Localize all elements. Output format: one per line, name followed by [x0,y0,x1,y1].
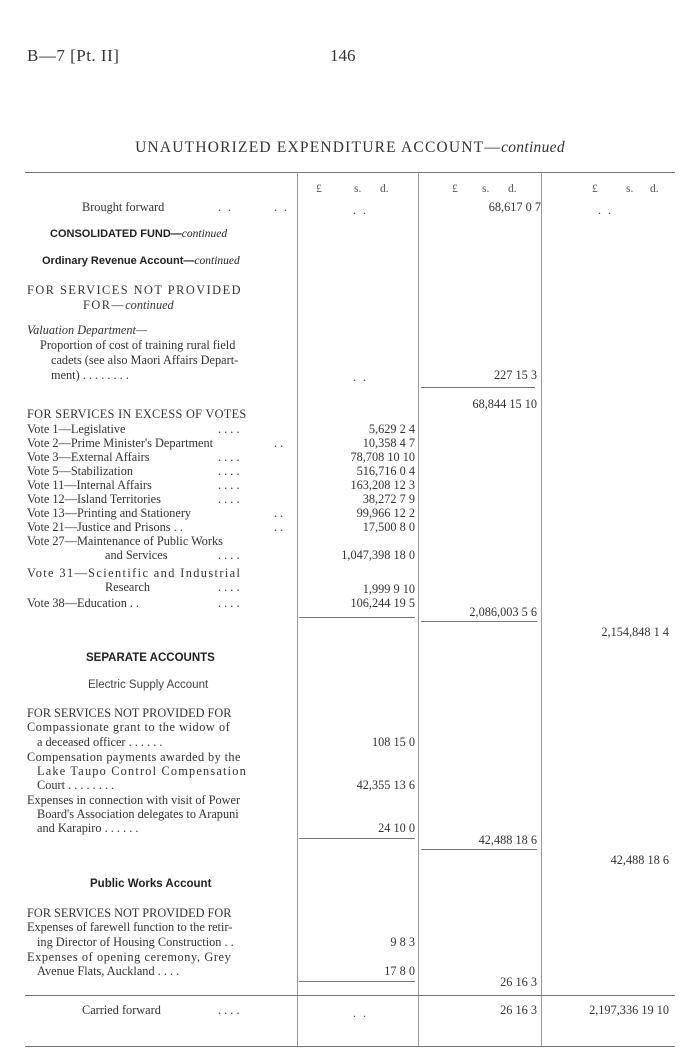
vote-21-label: Vote 21—Justice and Prisons . . [27,520,183,534]
valuation-c1: . . [353,370,368,384]
vote-12-amount: 38,272 7 9 [362,492,415,506]
not-provided-heading-line2: FOR—continued [83,298,174,312]
excess-total-c2: 2,086,003 5 6 [469,605,537,619]
brought-forward-label: Brought forward [82,200,165,214]
vote-38-amount: 106,244 19 5 [350,596,415,610]
vote-38-label: Vote 38—Education . . [27,596,140,610]
vote-3-label: Vote 3—External Affairs [27,450,150,464]
table-top-rule [25,172,675,173]
public-works-heading: Public Works Account [90,878,212,890]
brought-forward-c2: 68,617 0 7 [488,200,541,214]
public-works-not-provided: FOR SERVICES NOT PROVIDED FOR [27,906,232,920]
electric-sum-rule-2 [421,849,537,850]
page-number: 146 [330,46,356,65]
valuation-heading: Valuation Department— [27,323,147,337]
public-works-item2-line2: Avenue Flats, Auckland . . . . [37,964,180,978]
column-divider-2 [418,172,419,1046]
electric-total-c2: 42,488 18 6 [478,833,537,847]
electric-item1-amount: 108 15 0 [371,735,415,749]
brought-forward-dots: . . [218,200,233,214]
carried-forward-c2: 26 16 3 [500,1003,537,1017]
electric-item3-amount: 24 10 0 [378,821,415,835]
vote-13-dots: . . [274,506,284,520]
electric-item3-line3: and Karapiro . . . . . . [37,821,139,835]
electric-item2-line2: Lake Taupo Control Compensation [37,764,247,778]
column-divider-1 [297,172,298,1046]
ordinary-revenue-heading: Ordinary Revenue Account—continued [42,255,240,267]
brought-forward-dots-2: . . [274,200,289,214]
valuation-sum-rule [421,387,535,388]
public-works-item1-amount: 9 8 3 [390,935,415,949]
electric-item1-line1: Compassionate grant to the widow of [27,720,231,734]
section-ref: B—7 [Pt. II] [27,46,120,65]
vote-27-amount: 1,047,398 18 0 [341,548,415,562]
vote-11-dots: . . . . [218,478,240,492]
electric-total-c3: 42,488 18 6 [610,853,669,867]
electric-sum-rule [299,838,415,839]
vote-5-dots: . . . . [218,464,240,478]
vote-13-amount: 99,966 12 2 [356,506,415,520]
public-works-sum-rule [299,981,415,982]
electric-item2-amount: 42,355 13 6 [356,778,415,792]
title-main: UNAUTHORIZED EXPENDITURE ACCOUNT— [135,139,502,156]
vote-1-label: Vote 1—Legislative [27,422,126,436]
carried-forward-rule [25,995,675,996]
vote-2-amount: 10,358 4 7 [362,436,415,450]
public-works-item1-line1: Expenses of farewell function to the retir- [27,920,233,934]
excess-total-c3: 2,154,848 1 4 [601,625,669,639]
vote-38-dots: . . . . [218,596,240,610]
separate-accounts-heading: SEPARATE ACCOUNTS [86,652,215,664]
valuation-line-1: Proportion of cost of training rural field [40,338,236,352]
vote-5-label: Vote 5—Stabilization [27,464,133,478]
title-italic: continued [501,139,565,156]
excess-sum-rule-2 [421,621,537,622]
vote-1-dots: . . . . [218,422,240,436]
brought-forward-c3: . . [598,203,613,217]
page-title [0,139,700,157]
valuation-subtotal: 68,844 15 10 [472,397,537,411]
vote-3-dots: . . . . [218,450,240,464]
vote-27-line1: Vote 27—Maintenance of Public Works [27,534,223,548]
electric-item2-line1: Compensation payments awarded by the [27,750,241,764]
vote-1-amount: 5,629 2 4 [368,422,415,436]
electric-supply-heading: Electric Supply Account [88,679,209,691]
public-works-item2-line1: Expenses of opening ceremony, Grey [27,950,232,964]
public-works-item1-line2: ing Director of Housing Construction . . [37,935,234,949]
valuation-line-2: cadets (see also Maori Affairs Depart- [51,353,239,367]
vote-27-dots: . . . . [218,548,240,562]
vote-2-dots: . . [274,436,284,450]
brought-forward-c1: . . [353,203,368,217]
vote-11-label: Vote 11—Internal Affairs [27,478,152,492]
electric-item1-line2: a deceased officer . . . . . . [37,735,163,749]
vote-5-amount: 516,716 0 4 [356,464,415,478]
carried-forward-c1: . . [353,1006,368,1020]
vote-31-dots: . . . . [218,580,240,594]
carried-forward-c3: 2,197,336 19 10 [589,1003,669,1017]
consolidated-fund-heading: CONSOLIDATED FUND—continued [50,228,228,240]
electric-item2-line3: Court . . . . . . . . [37,778,115,792]
vote-2-label: Vote 2—Prime Minister's Department [27,436,214,450]
table-bottom-rule [25,1046,675,1047]
vote-12-label: Vote 12—Island Territories [27,492,161,506]
vote-31-line2: Research [105,580,151,594]
carried-forward-label: Carried forward [82,1003,161,1017]
excess-sum-rule [299,617,415,618]
vote-31-amount: 1,999 9 10 [362,582,415,596]
excess-votes-heading: FOR SERVICES IN EXCESS OF VOTES [27,407,247,421]
vote-13-label: Vote 13—Printing and Stationery [27,506,192,520]
vote-11-amount: 163,208 12 3 [350,478,415,492]
vote-3-amount: 78,708 10 10 [350,450,415,464]
vote-21-dots: . . [274,520,284,534]
valuation-amount: 227 15 3 [493,368,537,382]
column-divider-3 [541,172,542,1046]
vote-21-amount: 17,500 8 0 [362,520,415,534]
electric-item3-line2: Board's Association delegates to Arapuni [37,807,239,821]
electric-not-provided-heading: FOR SERVICES NOT PROVIDED FOR [27,706,232,720]
public-works-item2-amount: 17 8 0 [384,964,415,978]
vote-31-line1: Vote 31—Scientific and Industrial [27,566,242,580]
vote-12-dots: . . . . [218,492,240,506]
vote-27-line2: and Services [105,548,168,562]
public-works-total-c2: 26 16 3 [500,975,537,989]
valuation-line-3: ment) . . . . . . . . [51,368,129,382]
electric-item3-line1: Expenses in connection with visit of Power [27,793,241,807]
carried-forward-dots: . . . . [218,1003,240,1017]
not-provided-heading-line1: FOR SERVICES NOT PROVIDED [27,283,242,297]
